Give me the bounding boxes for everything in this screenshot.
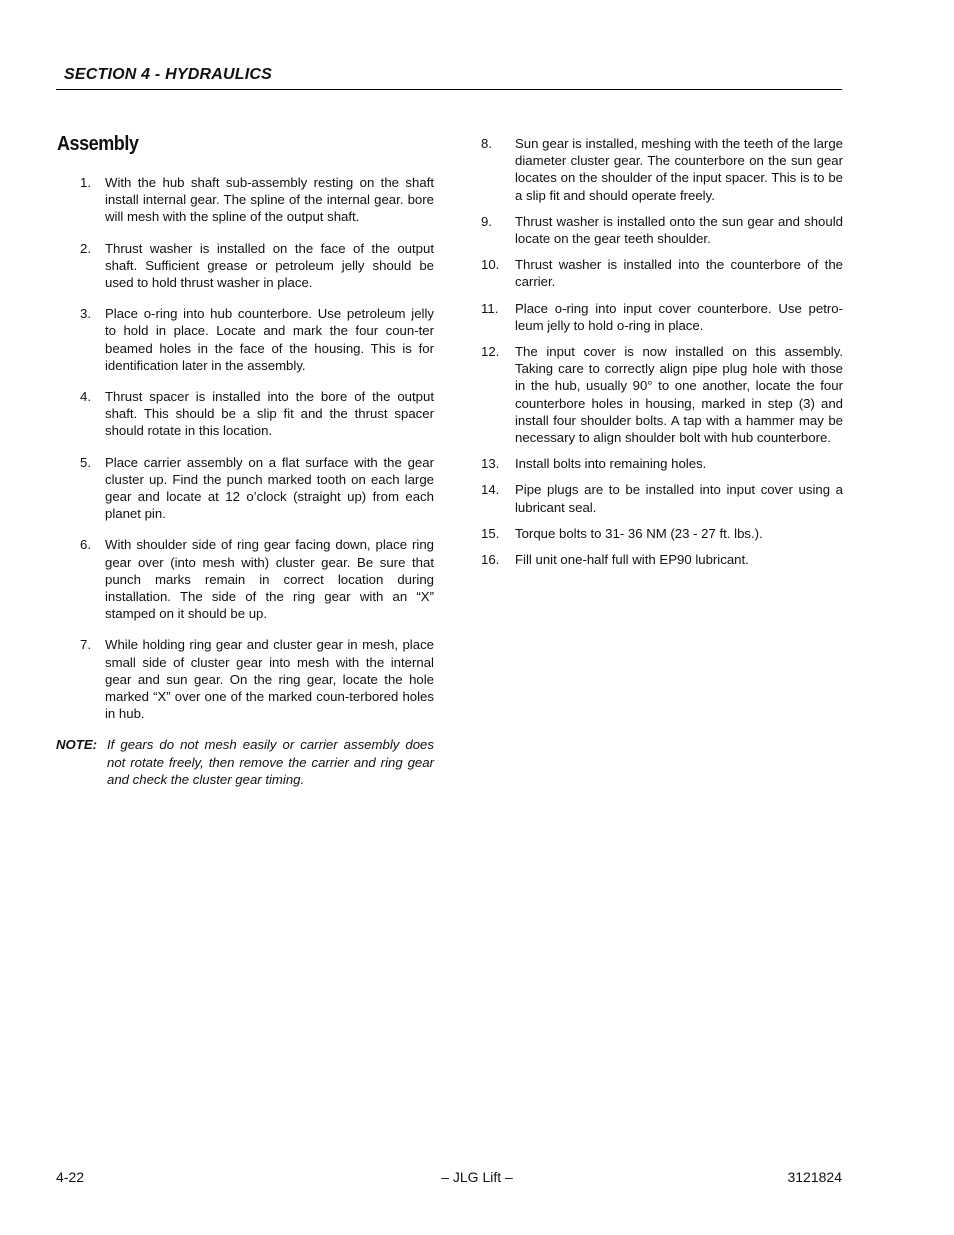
- left-column: [56, 174, 434, 788]
- page-number: 4-22: [56, 1169, 85, 1185]
- document-number: 3121824: [787, 1169, 842, 1185]
- list-item: [479, 300, 843, 334]
- step-text: Sun gear is installed, meshing with the teeth of the large diameter cluster gear. The counterbore on the sun gear locates on the shoulder of the input spacer. This is to be a slip fit and should operate freely.: [515, 136, 843, 203]
- step-text: Fill unit one-half full with EP90 lubricant.: [515, 552, 749, 568]
- note-text: If gears do not mesh easily or carrier assembly does not rotate freely, then remove the carrier and ring gear and check the cluster gear timing.: [107, 737, 434, 787]
- list-item: [56, 388, 434, 440]
- list-item: [56, 536, 434, 622]
- list-item: [479, 525, 843, 542]
- list-item: [479, 213, 843, 247]
- step-text: With the hub shaft sub-assembly resting on the shaft install internal gear. The spline of the internal gear. bore will mesh with the spline of the output shaft.: [105, 175, 434, 225]
- list-item: [479, 481, 843, 515]
- step-number: 15.: [481, 525, 500, 541]
- step-text: With shoulder side of ring gear facing down, place ring gear over (into mesh with) cluster gear. Be sure that punch marks remain in correct location during installation. The side of the ring gear with an “X” stamped on it should be up.: [105, 537, 434, 622]
- step-text: Place carrier assembly on a flat surface with the gear cluster up. Find the punch marked tooth on each large gear and locate at 12 o’clock (straight up) from each planet pin.: [105, 454, 434, 522]
- step-number: 6.: [80, 537, 91, 553]
- list-item: [479, 551, 843, 568]
- list-item: [56, 240, 434, 292]
- step-number: 2.: [80, 240, 91, 256]
- step-text: While holding ring gear and cluster gear in mesh, place small side of cluster gear into mesh with the internal gear and sun gear. On the ring gear, locate the hole marked “X” over one of the marked coun-terbored holes in hub.: [105, 637, 434, 722]
- step-number: 10.: [481, 257, 500, 273]
- section-title: SECTION 4 - HYDRAULICS: [64, 66, 272, 83]
- list-item: [479, 135, 843, 204]
- list-item: [479, 455, 843, 472]
- step-text: Thrust washer is installed onto the sun gear and should locate on the gear teeth shoulder.: [515, 213, 843, 247]
- step-number: 7.: [80, 637, 91, 653]
- list-item: [56, 636, 434, 722]
- step-text: Place o-ring into input cover counterbore. Use petro-leum jelly to hold o-ring in place.: [515, 300, 843, 333]
- step-number: 4.: [80, 389, 91, 405]
- step-number: 12.: [481, 344, 500, 360]
- step-number: 14.: [481, 482, 500, 498]
- step-number: 5.: [80, 454, 91, 470]
- step-number: 8.: [481, 136, 492, 151]
- list-item: [479, 343, 843, 446]
- page-header: [56, 64, 842, 90]
- step-text: Place o-ring into hub counterbore. Use petroleum jelly to hold in place. Locate and mark the four coun-ter beamed holes in the face of the housing. This is for identification later in the assembly.: [105, 306, 434, 373]
- step-text: Thrust spacer is installed into the bore of the output shaft. This should be a slip fit and the thrust spacer should rotate in this location.: [105, 389, 434, 439]
- note: [56, 736, 434, 788]
- page-heading: Assembly: [57, 133, 139, 155]
- step-number: 11.: [481, 300, 499, 316]
- list-item: [56, 454, 434, 523]
- step-number: 3.: [80, 306, 91, 322]
- step-text: Thrust washer is installed on the face of the output shaft. Sufficient grease or petroleum jelly should be used to hold thrust washer in place.: [105, 240, 434, 291]
- step-number: 9.: [481, 213, 492, 229]
- step-text: Install bolts into remaining holes.: [515, 456, 707, 472]
- footer-brand: – JLG Lift –: [441, 1169, 513, 1185]
- step-text: Pipe plugs are to be installed into input cover using a lubricant seal.: [515, 482, 843, 515]
- note-label: NOTE:: [56, 737, 98, 753]
- step-text: The input cover is now installed on this assembly. Taking care to correctly align pipe plug hole with those in the hub, usually 90° to one another, locate the four counterbore holes in housing, marked in step (3) and install four shoulder bolts. A tap with a hammer may be necessary to align shoulder bolt with hub counterbore.: [515, 344, 843, 446]
- right-column: [479, 135, 843, 577]
- step-number: 13.: [481, 456, 500, 472]
- list-item: [56, 305, 434, 374]
- list-item: [479, 256, 843, 290]
- step-text: Thrust washer is installed into the counterbore of the carrier.: [515, 257, 843, 290]
- step-text: Torque bolts to 31- 36 NM (23 - 27 ft. lbs.).: [515, 525, 763, 541]
- step-number: 16.: [481, 552, 500, 568]
- list-item: [56, 174, 434, 226]
- step-number: 1.: [80, 175, 91, 190]
